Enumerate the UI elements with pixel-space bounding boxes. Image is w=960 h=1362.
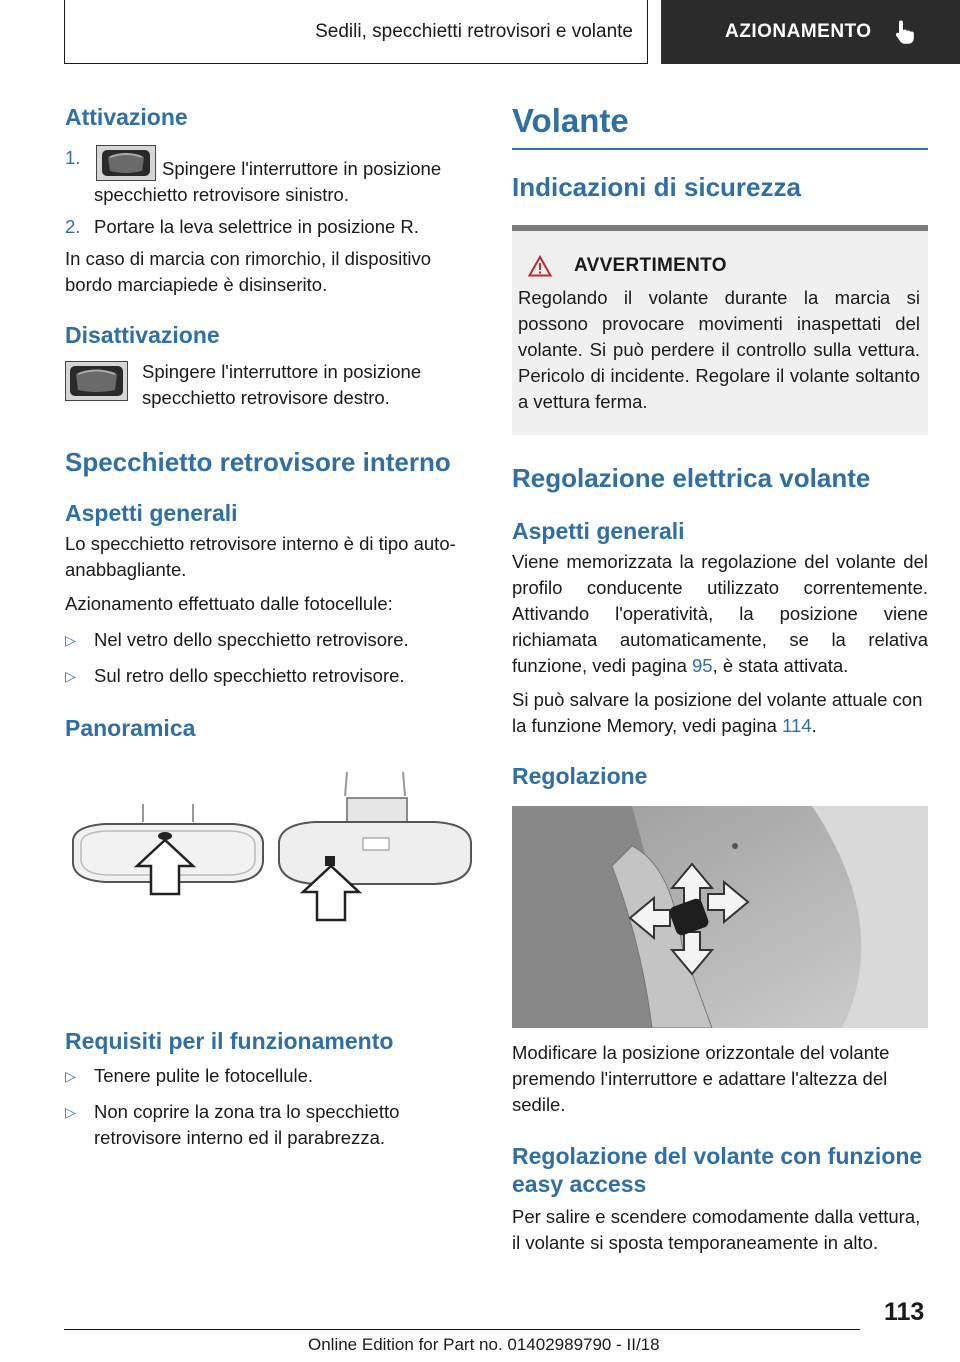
disattivazione-row [65, 359, 477, 411]
step-item [65, 214, 477, 240]
warning-title: AVVERTIMENTO [574, 255, 727, 276]
bullet-item: ▷ Sul retro dello specchietto retrovisore. [65, 663, 477, 689]
requisiti-heading: Requisiti per il funzionamento [65, 1028, 394, 1054]
aspetti-generali-heading: Aspetti generali [65, 500, 238, 526]
header-chapter-tab [661, 0, 960, 64]
aspetti-generali-heading: Aspetti generali [512, 518, 685, 544]
steering-adjust-photo [512, 806, 928, 1028]
step-text: Portare la leva selettrice in posizione R. [94, 216, 419, 237]
right-column [512, 96, 928, 1256]
warning-text: Regolando il volante durante la marcia si possono provocare movimenti inaspettati del volante. Si può perdere il controllo sulla vettura. Pericolo di incidente. Regolare il volante soltanto a vettura ferma. [518, 287, 920, 412]
regolazione-text: Modificare la posizione orizzontale del volante premendo l'interruttore e adattare l'altezza del sedile. [512, 1042, 890, 1115]
interno-text: Lo specchietto retrovisore interno è di tipo auto-anabbagliante. [65, 533, 456, 580]
triangle-bullet-icon: ▷ [65, 668, 76, 684]
footer-rule [64, 1329, 860, 1330]
mirror-switch-icon [96, 145, 156, 181]
step-number: 1. [65, 147, 81, 168]
bullet-item: ▷ Non coprire la zona tra lo specchietto retrovisore interno ed il parabrezza. [65, 1099, 477, 1151]
page-number: 113 [884, 1298, 925, 1326]
chapter-title-text: AZIONAMENTO [725, 21, 872, 42]
warning-header [518, 255, 920, 277]
section-title-text: Sedili, specchietti retrovisori e volante [315, 20, 633, 42]
generali-text: Viene memorizzata la regolazione del volante del profilo conducente utilizzato correntemente. Attivando l'operatività, la posizione viene richiamata automaticamente, se la relativa funzione, vedi pagina 95, è stata attivata. [512, 551, 928, 676]
step-item [65, 145, 477, 208]
step-number: 2. [65, 216, 81, 237]
volante-heading: Volante [512, 102, 629, 139]
disattivazione-heading: Disattivazione [65, 322, 220, 348]
hand-pointer-icon [894, 19, 916, 45]
step-text: Spingere l'interruttore in posizione specchietto retrovisore sinistro. [94, 158, 442, 205]
panoramica-heading: Panoramica [65, 715, 196, 741]
rearview-mirror-illustration [65, 762, 477, 992]
bullet-item: ▷ Nel vetro dello specchietto retrovisore. [65, 627, 477, 653]
easy-access-heading: Regolazione del volante con funzione easy access [512, 1143, 923, 1197]
memory-text: Si può salvare la posizione del volante attuale con la funzione Memory, vedi pagina 114. [512, 689, 923, 736]
attivazione-note: In caso di marcia con rimorchio, il dispositivo bordo marciapiede è disinserito. [65, 248, 432, 295]
regolazione-heading: Regolazione [512, 763, 648, 789]
sicurezza-heading: Indicazioni di sicurezza [512, 172, 801, 202]
triangle-bullet-icon: ▷ [65, 632, 76, 648]
easy-access-text: Per salire e scendere comodamente dalla vettura, il volante si sposta temporaneamente in alto. [512, 1206, 921, 1253]
page-link[interactable]: 114 [782, 715, 812, 736]
interno-heading: Specchietto retrovisore interno [65, 447, 451, 477]
triangle-bullet-icon: ▷ [65, 1068, 76, 1084]
attivazione-heading: Attivazione [65, 104, 188, 130]
disattivazione-text: Spingere l'interruttore in posizione specchietto retrovisore destro. [142, 361, 422, 408]
elettrica-heading: Regolazione elettrica volante [512, 463, 871, 493]
triangle-bullet-icon: ▷ [65, 1104, 76, 1120]
warning-triangle-icon [528, 255, 552, 277]
warning-box [512, 231, 928, 435]
azionamento-text: Azionamento effettuato dalle fotocellule: [65, 593, 393, 614]
header-section-title [64, 0, 648, 64]
heading-rule [512, 148, 928, 150]
edition-text: Online Edition for Part no. 01402989790 - II/18 [308, 1335, 660, 1354]
page-link[interactable]: 95 [692, 655, 713, 676]
bullet-item: ▷ Tenere pulite le fotocellule. [65, 1063, 477, 1089]
mirror-switch-icon [65, 361, 128, 401]
left-column [65, 96, 477, 1151]
